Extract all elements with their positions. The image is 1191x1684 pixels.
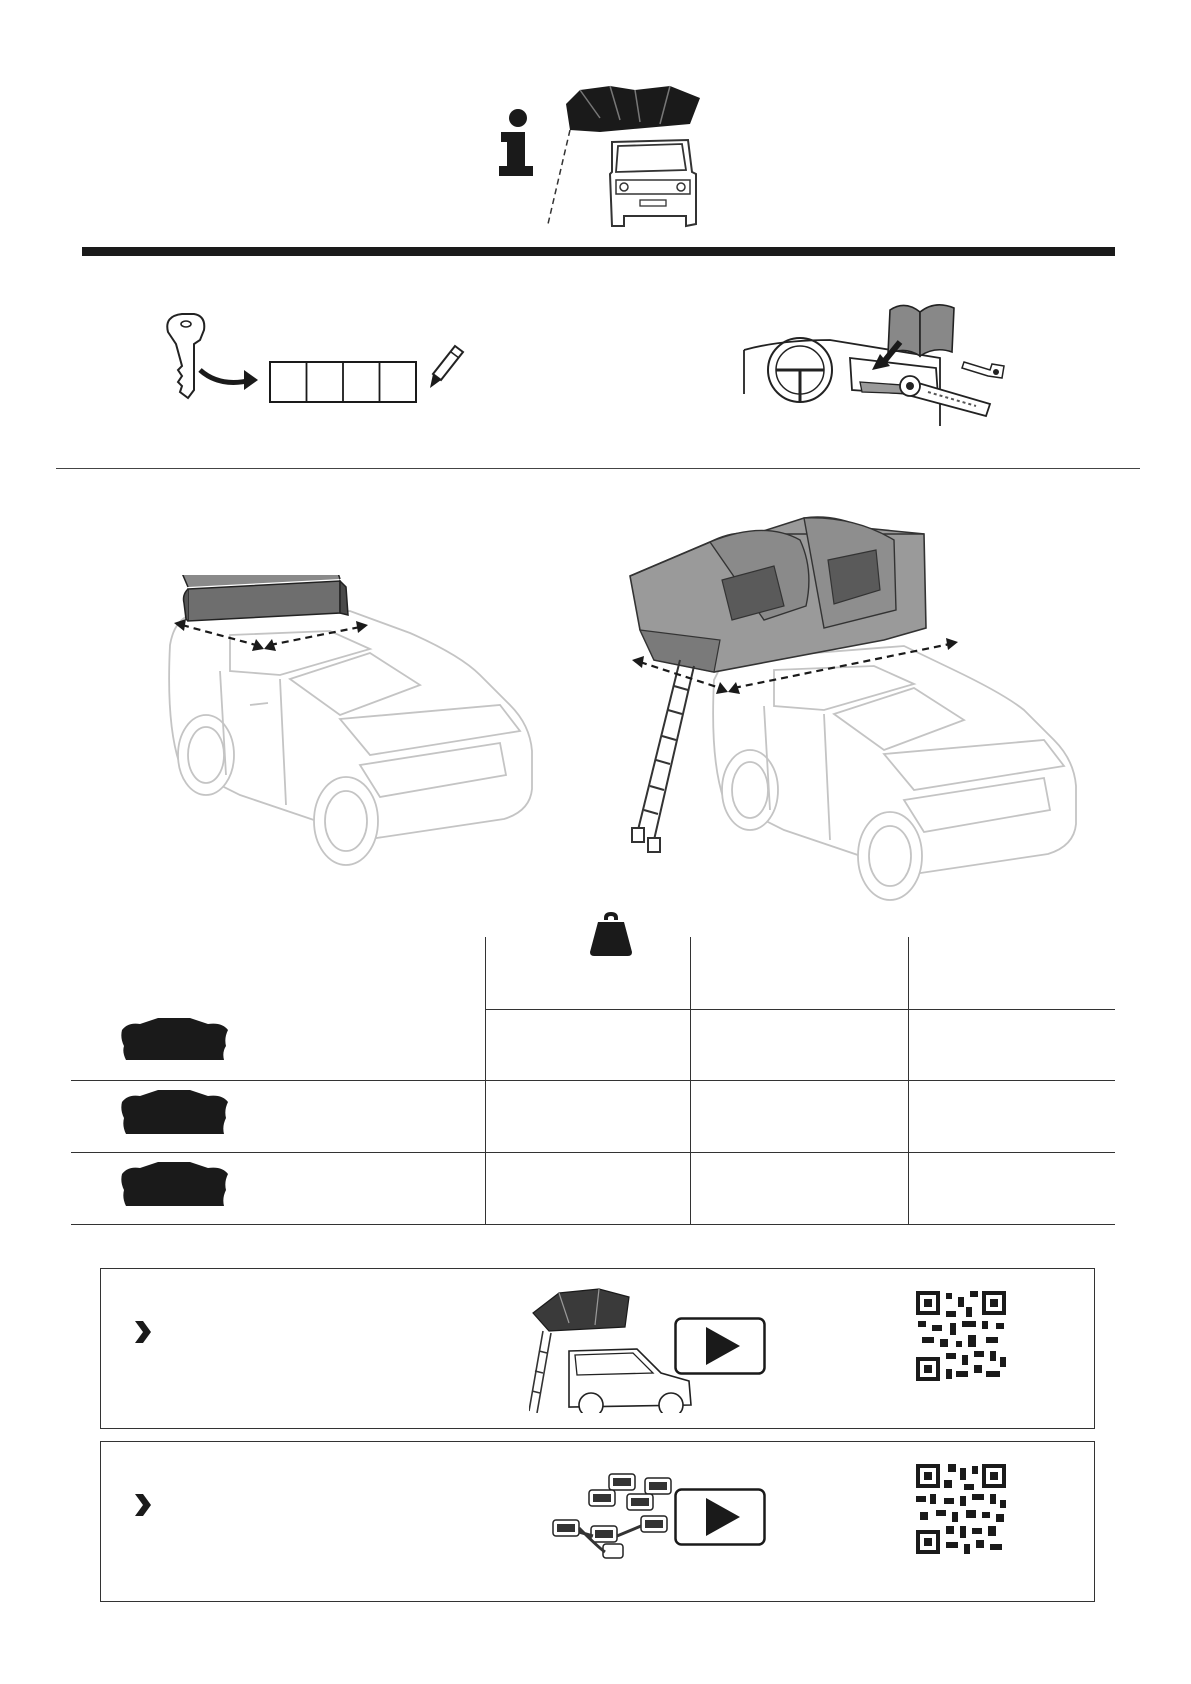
chevron-right-icon <box>133 1492 153 1518</box>
car-glovebox-manual-icon <box>740 298 1020 426</box>
table-divider <box>71 1224 1115 1225</box>
play-icon[interactable] <box>674 1317 766 1375</box>
section-divider-thin <box>56 468 1140 469</box>
video-panel-1[interactable] <box>100 1268 1095 1429</box>
pen-icon <box>427 344 465 390</box>
qr-code-icon[interactable] <box>916 1464 1006 1554</box>
car-with-closed-tent-illustration <box>160 575 540 895</box>
section-divider <box>82 247 1115 256</box>
weight-icon <box>588 912 634 956</box>
chevron-right-icon <box>133 1319 153 1345</box>
key-icon <box>160 310 260 406</box>
play-icon[interactable] <box>674 1488 766 1546</box>
table-divider <box>71 1080 1115 1081</box>
tent-on-car-illustration <box>540 84 720 229</box>
key-code-boxes[interactable] <box>269 361 417 403</box>
car-with-open-tent-illustration <box>624 510 1094 910</box>
info-icon <box>497 108 535 176</box>
tent-closed-icon <box>118 1160 230 1208</box>
table-divider <box>485 1009 1115 1010</box>
video-panel-2[interactable] <box>100 1441 1095 1602</box>
tent-closed-icon <box>118 1016 230 1062</box>
mounting-brackets-thumbnail <box>549 1472 679 1562</box>
qr-code-icon[interactable] <box>916 1291 1006 1381</box>
table-divider <box>71 1152 1115 1153</box>
tent-closed-icon <box>118 1088 230 1136</box>
